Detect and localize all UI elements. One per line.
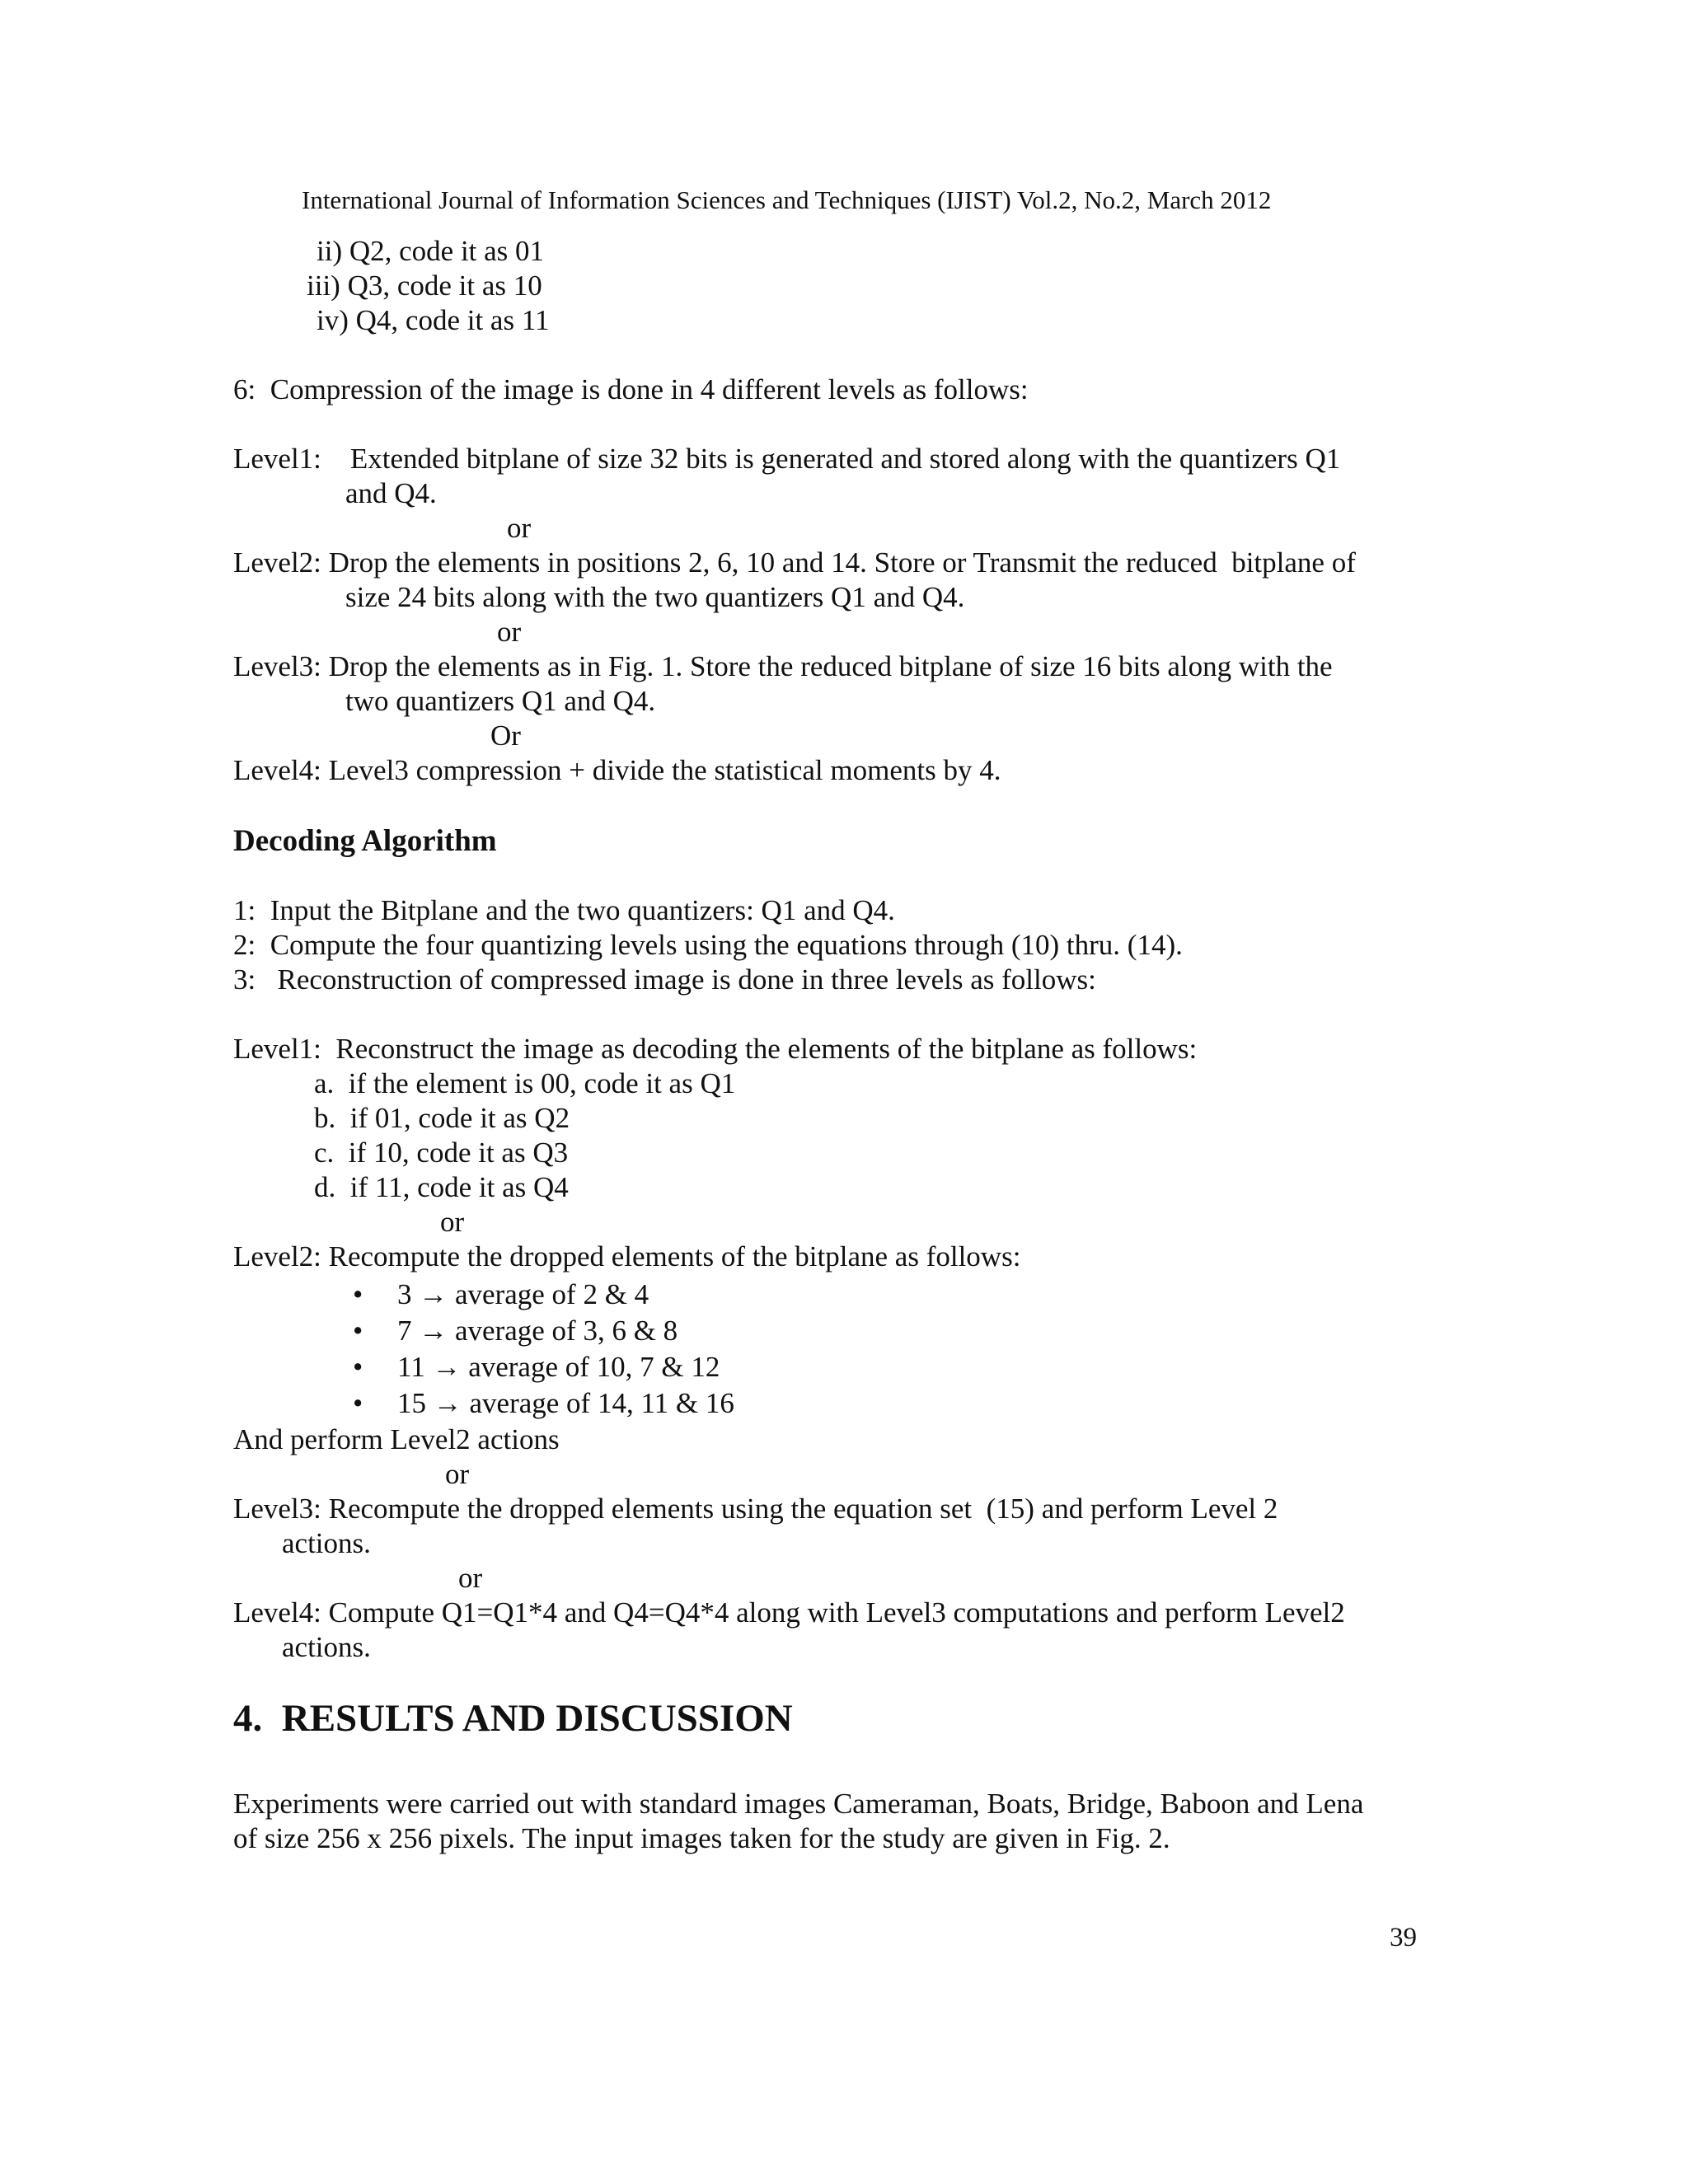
compress-level3-line2: two quantizers Q1 and Q4. — [345, 685, 656, 717]
code-item-q4: iv) Q4, code it as 11 — [316, 304, 550, 336]
compress-level2-line2: size 24 bits along with the two quantizers Q1 and Q4. — [345, 581, 965, 613]
or-separator: Or — [490, 719, 521, 752]
or-separator: or — [507, 512, 532, 544]
decode-level1-intro: Level1: Reconstruct the image as decoding the elements of the bitplane as follows: — [233, 1033, 1198, 1065]
decode-level2-bullet: 7 → average of 3, 6 & 8 — [397, 1315, 678, 1347]
results-paragraph-line2: of size 256 x 256 pixels. The input images taken for the study are given in Fig. 2. — [233, 1822, 1170, 1854]
decode-level4-line1: Level4: Compute Q1=Q1*4 and Q4=Q4*4 along with Level3 computations and perform Level2 — [233, 1596, 1345, 1629]
decode-level3-line1: Level3: Recompute the dropped elements using the equation set (15) and perform Level 2 — [233, 1493, 1278, 1525]
decode-level4-line2: actions. — [282, 1631, 371, 1663]
bullet-icon: • — [353, 1351, 363, 1383]
code-item-q2: ii) Q2, code it as 01 — [316, 235, 545, 267]
decode-level2-outro: And perform Level2 actions — [233, 1423, 560, 1455]
decoding-step-1: 1: Input the Bitplane and the two quantizers: Q1 and Q4. — [233, 894, 895, 926]
decode-level2-bullet: 15 → average of 14, 11 & 16 — [397, 1387, 734, 1419]
decode-level1-item-d: d. if 11, code it as Q4 — [314, 1171, 569, 1203]
decode-level1-item-c: c. if 10, code it as Q3 — [314, 1137, 569, 1169]
results-paragraph-line1: Experiments were carried out with standard images Cameraman, Boats, Bridge, Baboon and Lena — [233, 1788, 1364, 1820]
or-separator: or — [497, 616, 522, 648]
bullet-icon: • — [353, 1315, 363, 1347]
or-separator: or — [440, 1206, 465, 1238]
decode-level1-item-a: a. if the element is 00, code it as Q1 — [314, 1067, 736, 1099]
compress-level1-line1: Level1: Extended bitplane of size 32 bits is generated and stored along with the quantizers Q1 — [233, 443, 1341, 475]
compress-level2-line1: Level2: Drop the elements in positions 2, 6, 10 and 14. Store or Transmit the reduced bitplane of — [233, 546, 1356, 579]
or-separator: or — [445, 1458, 470, 1490]
code-item-q3: iii) Q3, code it as 10 — [307, 269, 542, 302]
step6-intro: 6: Compression of the image is done in 4 different levels as follows: — [233, 373, 1029, 405]
decoding-step-3: 3: Reconstruction of compressed image is done in three levels as follows: — [233, 963, 1096, 996]
decode-level2-bullet: 3 → average of 2 & 4 — [397, 1278, 649, 1310]
bullet-icon: • — [353, 1278, 363, 1310]
results-heading: 4. RESULTS AND DISCUSSION — [233, 1697, 793, 1740]
decode-level2-bullet: 11 → average of 10, 7 & 12 — [397, 1351, 720, 1383]
decode-level1-item-b: b. if 01, code it as Q2 — [314, 1102, 570, 1134]
bullet-icon: • — [353, 1387, 363, 1419]
decode-level2-intro: Level2: Recompute the dropped elements of the bitplane as follows: — [233, 1240, 1021, 1272]
compress-level3-line1: Level3: Drop the elements as in Fig. 1. Store the reduced bitplane of size 16 bits along with the — [233, 650, 1333, 682]
decoding-heading: Decoding Algorithm — [233, 824, 497, 858]
decoding-step-2: 2: Compute the four quantizing levels using the equations through (10) thru. (14). — [233, 929, 1183, 961]
running-header: International Journal of Information Sciences and Techniques (IJIST) Vol.2, No.2, March 2012 — [302, 185, 1272, 214]
or-separator: or — [458, 1562, 483, 1594]
decode-level3-line2: actions. — [282, 1527, 371, 1559]
compress-level4-line1: Level4: Level3 compression + divide the statistical moments by 4. — [233, 754, 1001, 786]
page-number: 39 — [1390, 1923, 1417, 1952]
compress-level1-line2: and Q4. — [345, 477, 437, 509]
